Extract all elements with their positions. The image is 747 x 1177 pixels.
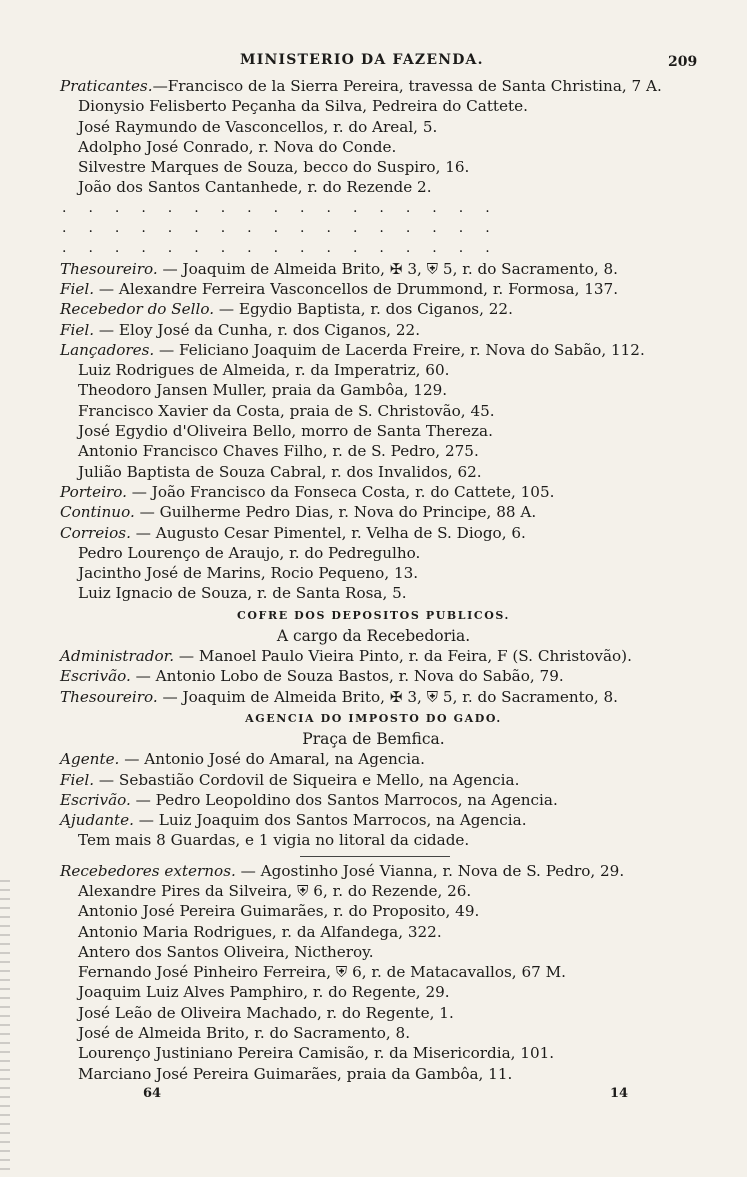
role-label: Agente. (60, 750, 120, 769)
entry-continuation (0, 441, 747, 461)
entry-continuation (0, 1003, 747, 1023)
entry-text: — Manoel Paulo Vieira Pinto, r. da Feira, F (S. Christovão). (174, 647, 632, 666)
role-label: Fiel. (60, 320, 95, 339)
entry-continuation (0, 1043, 747, 1063)
role-label: Fiel. (60, 770, 95, 789)
entry-text: — Luiz Joaquim dos Santos Marrocos, na Agencia. (133, 811, 527, 830)
entry-text: Adolpho José Conrado, r. Nova do Conde. (78, 137, 397, 156)
role-label: Correios. (60, 523, 131, 542)
page-header (0, 52, 747, 76)
entry-continuation (0, 380, 747, 400)
page-footer (0, 1086, 747, 1106)
entry-text: Joaquim Luiz Alves Pamphiro, r. do Regente, 29. (78, 983, 450, 1002)
signature-mark: 64 (143, 1086, 162, 1101)
entry-text: — Eloy José da Cunha, r. dos Ciganos, 22. (94, 320, 421, 339)
entry-line (0, 502, 747, 522)
entry-text: —Francisco de la Sierra Pereira, travessa de Santa Christina, 7 A. (152, 77, 662, 95)
entry-continuation (0, 901, 747, 921)
role-label: Praticantes. (60, 77, 153, 95)
entry-line (0, 770, 747, 790)
entry-text: — Augusto Cesar Pimentel, r. Velha de S. Diogo, 6. (130, 523, 526, 542)
entry-text: Julião Baptista de Souza Cabral, r. dos Invalidos, 62. (78, 462, 482, 481)
entry-continuation (0, 1064, 747, 1084)
entry-line (0, 320, 747, 340)
entry-text: — Joaquim de Almeida Brito, ✠ 3, ⛨ 5, r. do Sacramento, 8. (157, 687, 619, 706)
entry-line (0, 299, 747, 319)
entry-text: — Sebastião Cordovil de Siqueira e Mello, na Agencia. (94, 770, 520, 789)
role-label: Lançadores. (60, 340, 155, 359)
role-label: Recebedores externos. (60, 861, 236, 880)
entry-text: — Guilherme Pedro Dias, r. Nova do Principe, 88 A. (134, 503, 537, 522)
entry-line (0, 523, 747, 543)
entry-continuation (0, 583, 747, 603)
entry-continuation (0, 177, 747, 197)
entry-continuation (0, 360, 747, 380)
entry-line (0, 279, 747, 299)
entry-continuation (0, 563, 747, 583)
sheet-mark: 14 (610, 1086, 629, 1101)
entry-line (0, 749, 747, 769)
running-title: MINISTERIO DA FAZENDA. (240, 52, 484, 68)
entry-line (0, 340, 747, 360)
entry-continuation (0, 137, 747, 157)
role-label: Porteiro. (60, 482, 127, 501)
entry-continuation (0, 543, 747, 563)
role-label: Escrivão. (60, 667, 131, 686)
entry-text: Tem mais 8 Guardas, e 1 vigia no litoral da cidade. (78, 831, 470, 850)
entry-text: Lourenço Justiniano Pereira Camisão, r. da Misericordia, 101. (78, 1044, 555, 1063)
entry-text: Pedro Lourenço de Araujo, r. do Pedregulho. (78, 543, 421, 562)
entry-continuation (0, 982, 747, 1002)
entry-continuation (0, 401, 747, 421)
entry-continuation (0, 117, 747, 137)
entry-line (0, 861, 747, 881)
entry-text: Theodoro Jansen Muller, praia da Gambôa, 129. (78, 381, 448, 400)
page-number: 209 (668, 54, 698, 70)
entry-continuation (0, 421, 747, 441)
entry-continuation (0, 881, 747, 901)
role-label: Administrador. (60, 647, 175, 666)
entry-text: Luiz Ignacio de Souza, r. de Santa Rosa, 5. (78, 584, 407, 603)
binding-edge-marks (0, 880, 10, 1170)
page-body (0, 76, 747, 1084)
entry-text: Luiz Rodrigues de Almeida, r. da Imperatriz, 60. (78, 361, 450, 380)
section-heading: COFRE DOS DEPOSITOS PUBLICOS. (237, 608, 510, 622)
entry-line (0, 646, 747, 666)
entry-continuation (0, 830, 747, 850)
section-separator (0, 851, 747, 861)
entry-text: Silvestre Marques de Souza, becco do Suspiro, 16. (78, 158, 470, 177)
entry-continuation (0, 96, 747, 116)
entry-text: Marciano José Pereira Guimarães, praia da Gambôa, 11. (78, 1064, 513, 1083)
entry-text: — João Francisco da Fonseca Costa, r. do Cattete, 105. (126, 482, 555, 501)
ellipsis-row: ................. (62, 199, 512, 216)
entry-text: — Joaquim de Almeida Brito, ✠ 3, ⛨ 5, r. do Sacramento, 8. (157, 259, 619, 278)
entry-text: — Feliciano Joaquim de Lacerda Freire, r. Nova do Sabão, 112. (154, 340, 645, 359)
entry-text: Antero dos Santos Oliveira, Nictheroy. (78, 942, 374, 961)
entry-text: Fernando José Pinheiro Ferreira, ⛨ 6, r. de Matacavallos, 67 M. (78, 963, 566, 982)
entry-continuation (0, 1023, 747, 1043)
entry-line (0, 687, 747, 707)
entry-text: João dos Santos Cantanhede, r. do Rezende 2. (78, 178, 432, 197)
entry-text: — Agostinho José Vianna, r. Nova de S. Pedro, 29. (235, 861, 625, 880)
role-label: Thesoureiro. (60, 259, 158, 278)
role-label: Ajudante. (60, 811, 134, 830)
entry-text: José Egydio d'Oliveira Bello, morro de Santa Thereza. (78, 422, 493, 441)
entry-text: — Antonio José do Amaral, na Agencia. (119, 750, 425, 769)
entry-line (0, 810, 747, 830)
role-label: Thesoureiro. (60, 687, 158, 706)
entry-continuation (0, 962, 747, 982)
entry-line (0, 482, 747, 502)
entry-text: Alexandre Pires da Silveira, ⛨ 6, r. do Rezende, 26. (78, 881, 472, 900)
entry-text: — Egydio Baptista, r. dos Ciganos, 22. (214, 300, 513, 319)
entry-text: José de Almeida Brito, r. do Sacramento, 8. (78, 1024, 411, 1043)
section-heading: AGENCIA DO IMPOSTO DO GADO. (245, 711, 502, 725)
role-label: Escrivão. (60, 790, 131, 809)
entry-text: Dionysio Felisberto Peçanha da Silva, Pedreira do Cattete. (78, 97, 528, 116)
section-subtitle: Praça de Bemfica. (302, 729, 445, 748)
entry-text: Jacintho José de Marins, Rocio Pequeno, 13. (78, 564, 419, 583)
section-subtitle: A cargo da Recebedoria. (276, 626, 471, 645)
role-label: Recebedor do Sello. (60, 300, 215, 319)
entry-text: — Antonio Lobo de Souza Bastos, r. Nova do Sabão, 79. (130, 667, 564, 686)
ellipsis-row: ................. (62, 220, 512, 237)
entry-continuation (0, 942, 747, 962)
entry-line (0, 666, 747, 686)
entry-text: José Raymundo de Vasconcellos, r. do Areal, 5. (78, 117, 438, 136)
entry-text: Antonio José Pereira Guimarães, r. do Proposito, 49. (78, 902, 480, 921)
entry-text: Francisco Xavier da Costa, praia de S. Christovão, 45. (78, 401, 495, 420)
entry-text: Antonio Francisco Chaves Filho, r. de S. Pedro, 275. (78, 442, 479, 461)
role-label: Fiel. (60, 279, 95, 298)
entry-continuation (0, 462, 747, 482)
entry-text: José Leão de Oliveira Machado, r. do Regente, 1. (78, 1003, 454, 1022)
entry-continuation (0, 922, 747, 942)
entry-text: Antonio Maria Rodrigues, r. da Alfandega, 322. (78, 922, 442, 941)
entry-line (0, 790, 747, 810)
entry-line (0, 259, 747, 279)
entry-text: — Pedro Leopoldino dos Santos Marrocos, na Agencia. (130, 790, 558, 809)
entry-continuation (0, 157, 747, 177)
entry-line (0, 76, 747, 96)
entry-text: — Alexandre Ferreira Vasconcellos de Drummond, r. Formosa, 137. (94, 279, 619, 298)
role-label: Continuo. (60, 503, 135, 522)
ellipsis-row: ................. (62, 240, 512, 257)
